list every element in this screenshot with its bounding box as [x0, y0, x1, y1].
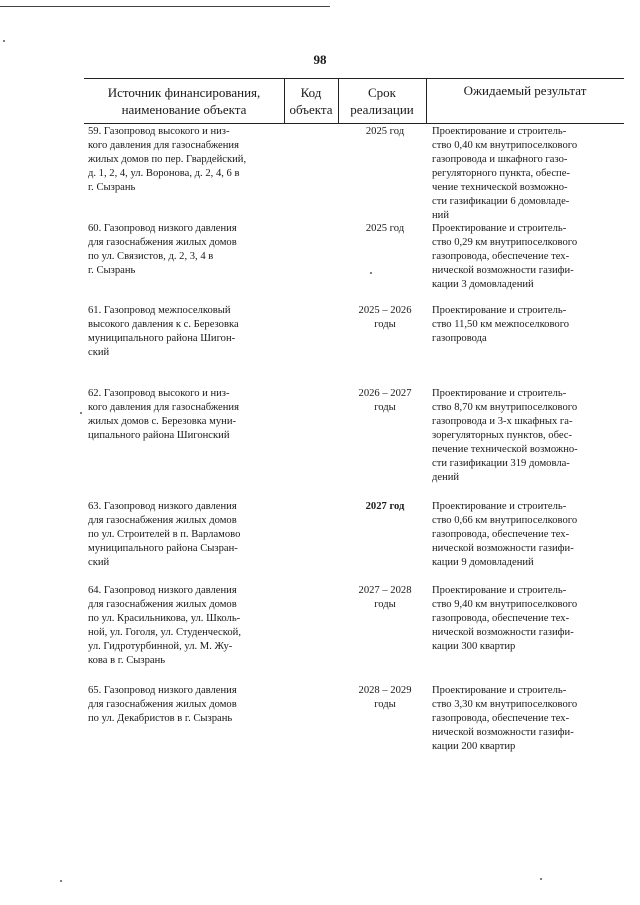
- text-line: регуляторного пункта, обеспе-: [432, 168, 570, 179]
- object-name: [88, 584, 270, 668]
- expected-result: [432, 584, 610, 654]
- text-line: ципального района Шигонский: [88, 430, 230, 441]
- text-line: 59. Газопровод высокого и низ-: [88, 126, 230, 137]
- text-line: 65. Газопровод низкого давления: [88, 685, 237, 696]
- header-code-line: Код: [300, 85, 322, 100]
- text-line: 2027 год: [365, 501, 405, 512]
- text-line: ство 0,40 км внутрипоселкового: [432, 140, 578, 151]
- text-line: кации 9 домовладений: [432, 557, 534, 568]
- text-line: жилых домов по пер. Гвардейский,: [88, 154, 247, 165]
- text-line: 63. Газопровод низкого давления: [88, 501, 237, 512]
- header-term-line: Срок: [367, 85, 396, 100]
- text-line: кации 3 домовладений: [432, 279, 534, 290]
- text-line: газопровода, обеспечение тех-: [432, 613, 570, 624]
- text-line: ство 0,66 км внутрипоселкового: [432, 515, 578, 526]
- object-name: [88, 304, 270, 360]
- text-line: зорегуляторных пунктов, обес-: [432, 430, 573, 441]
- text-line: высокого давления к с. Березовка: [88, 319, 239, 330]
- text-line: газопровода, обеспечение тех-: [432, 251, 570, 262]
- implementation-term: [344, 500, 426, 514]
- text-line: д. 1, 2, 4, ул. Воронова, д. 2, 4, 6 в: [88, 168, 240, 179]
- text-line: кации 200 квартир: [432, 741, 516, 752]
- expected-result: [432, 222, 610, 292]
- expected-result: [432, 304, 610, 346]
- text-line: 2025 год: [365, 126, 405, 137]
- text-line: 2027 – 2028: [358, 585, 412, 596]
- text-line: годы: [374, 599, 396, 610]
- text-line: по ул. Связистов, д. 2, 3, 4 в: [88, 251, 214, 262]
- header-result-line: Ожидаемый результат: [463, 83, 587, 98]
- text-line: газопровода: [432, 333, 487, 344]
- text-line: ство 9,40 км внутрипоселкового: [432, 599, 578, 610]
- text-line: газопровода, обеспечение тех-: [432, 713, 570, 724]
- text-line: нической возможности газифи-: [432, 727, 574, 738]
- object-name: [88, 222, 270, 278]
- text-line: дений: [432, 472, 460, 483]
- text-line: Проектирование и строитель-: [432, 305, 567, 316]
- implementation-term: [344, 387, 426, 415]
- text-line: муниципального района Сызран-: [88, 543, 238, 554]
- text-line: нической возможности газифи-: [432, 627, 574, 638]
- object-name: [88, 684, 270, 726]
- text-line: ной, ул. Гоголя, ул. Студенческой,: [88, 627, 241, 638]
- scan-speck: [60, 880, 62, 882]
- text-line: кова в г. Сызрань: [88, 655, 166, 666]
- text-line: для газоснабжения жилых домов: [88, 599, 237, 610]
- top-scan-rule: [0, 6, 330, 7]
- text-line: г. Сызрань: [88, 182, 136, 193]
- text-line: муниципального района Шигон-: [88, 333, 236, 344]
- text-line: ул. Гидротурбинной, ул. М. Жу-: [88, 641, 233, 652]
- implementation-term: [344, 304, 426, 332]
- text-line: 64. Газопровод низкого давления: [88, 585, 237, 596]
- text-line: годы: [374, 402, 396, 413]
- object-name: [88, 387, 270, 443]
- text-line: ство 11,50 км межпоселкового: [432, 319, 570, 330]
- text-line: ский: [88, 557, 110, 568]
- text-line: газопровода и шкафного газо-: [432, 154, 568, 165]
- text-line: 60. Газопровод низкого давления: [88, 223, 237, 234]
- text-line: ский: [88, 347, 110, 358]
- text-line: для газоснабжения жилых домов: [88, 237, 237, 248]
- text-line: ство 8,70 км внутрипоселкового: [432, 402, 578, 413]
- expected-result: [432, 125, 610, 223]
- implementation-term: [344, 584, 426, 612]
- scan-speck: [370, 272, 372, 274]
- text-line: нической возможности газифи-: [432, 265, 574, 276]
- text-line: Проектирование и строитель-: [432, 223, 567, 234]
- scan-speck: [3, 40, 5, 42]
- object-name: [88, 500, 270, 570]
- text-line: сти газификации 319 домовла-: [432, 458, 570, 469]
- object-name: [88, 125, 270, 195]
- text-line: кого давления для газоснабжения: [88, 140, 239, 151]
- text-line: Проектирование и строитель-: [432, 388, 567, 399]
- text-line: газопровода, обеспечение тех-: [432, 529, 570, 540]
- text-line: ство 3,30 км внутрипоселкового: [432, 699, 578, 710]
- table-header: [84, 78, 624, 124]
- text-line: по ул. Строителей в п. Варламово: [88, 529, 241, 540]
- text-line: сти газификации 6 домовладе-: [432, 196, 570, 207]
- implementation-term: [344, 222, 426, 236]
- text-line: Проектирование и строитель-: [432, 685, 567, 696]
- text-line: Проектирование и строитель-: [432, 126, 567, 137]
- text-line: чение технической возможно-: [432, 182, 568, 193]
- expected-result: [432, 500, 610, 570]
- text-line: 2025 – 2026: [358, 305, 412, 316]
- header-source: [84, 79, 284, 123]
- text-line: г. Сызрань: [88, 265, 136, 276]
- header-code: [284, 79, 338, 123]
- implementation-term: [344, 684, 426, 712]
- text-line: газопровода и 3-х шкафных га-: [432, 416, 573, 427]
- text-line: для газоснабжения жилых домов: [88, 699, 237, 710]
- header-source-line: наименование объекта: [121, 102, 247, 117]
- text-line: 2026 – 2027: [358, 388, 412, 399]
- header-result: [426, 79, 624, 123]
- text-line: кации 300 квартир: [432, 641, 516, 652]
- implementation-term: [344, 125, 426, 139]
- text-line: по ул. Декабристов в г. Сызрань: [88, 713, 233, 724]
- text-line: ний: [432, 210, 450, 221]
- text-line: Проектирование и строитель-: [432, 501, 567, 512]
- text-line: годы: [374, 699, 396, 710]
- header-term: [338, 79, 426, 123]
- header-source-line: Источник финансирования,: [107, 85, 261, 100]
- header-code-line: объекта: [289, 102, 333, 117]
- text-line: нической возможности газифи-: [432, 543, 574, 554]
- text-line: жилых домов с. Березовка муни-: [88, 416, 237, 427]
- scan-speck: [540, 878, 542, 880]
- text-line: 2025 год: [365, 223, 405, 234]
- text-line: 62. Газопровод высокого и низ-: [88, 388, 230, 399]
- expected-result: [432, 684, 610, 754]
- text-line: по ул. Красильникова, ул. Школь-: [88, 613, 241, 624]
- scan-speck: [80, 412, 82, 414]
- header-term-line: реализации: [350, 102, 414, 117]
- text-line: Проектирование и строитель-: [432, 585, 567, 596]
- text-line: кого давления для газоснабжения: [88, 402, 239, 413]
- text-line: ство 0,29 км внутрипоселкового: [432, 237, 578, 248]
- text-line: 61. Газопровод межпоселковый: [88, 305, 231, 316]
- text-line: 2028 – 2029: [358, 685, 412, 696]
- text-line: годы: [374, 319, 396, 330]
- expected-result: [432, 387, 610, 485]
- page-number: 98: [313, 52, 327, 67]
- text-line: печение технической возможно-: [432, 444, 578, 455]
- text-line: для газоснабжения жилых домов: [88, 515, 237, 526]
